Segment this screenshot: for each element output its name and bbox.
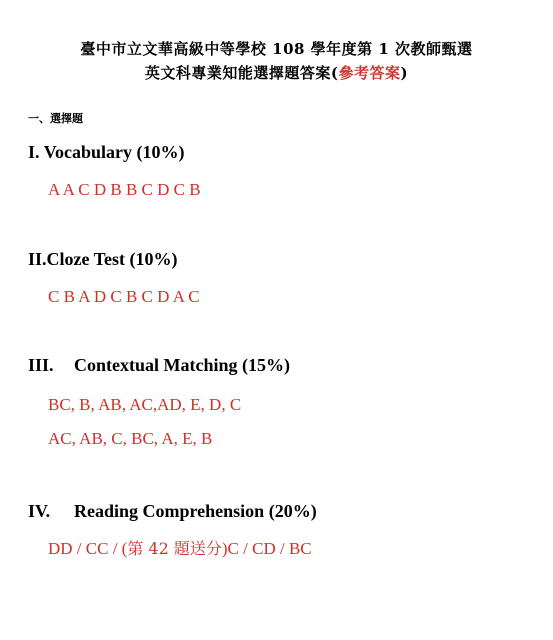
section-title: Reading Comprehension (20%) [74, 501, 317, 521]
reading-answers-after: )C / CD / BC [221, 539, 312, 558]
reading-answers-note: 第 42 題送分 [127, 539, 222, 558]
reading-answers [48, 536, 312, 559]
section-title: Vocabulary (10%) [43, 142, 185, 162]
section-reading-heading [28, 501, 317, 522]
vocabulary-answers: A A C D B B C D C B [48, 180, 201, 199]
section-title: Contextual Matching (15%) [74, 355, 290, 375]
section-contextual-heading [28, 355, 290, 376]
section-number: III. [28, 355, 54, 375]
reference-answer-label: 參考答案 [338, 64, 401, 82]
contextual-answers-row-1: BC, B, AB, AC,AD, E, D, C [48, 395, 242, 414]
multiple-choice-subheading: 一、選擇題 [28, 112, 83, 125]
section-vocabulary-heading [28, 142, 185, 163]
title-line-2-suffix: ) [400, 64, 409, 82]
section-cloze-heading [28, 249, 178, 270]
cloze-answers: C B A D C B C D A C [48, 287, 200, 306]
section-number: II. [28, 249, 47, 269]
document-title-line-2 [0, 62, 553, 83]
reading-answers-before: DD / CC / ( [48, 539, 128, 558]
section-title: Cloze Test (10%) [46, 249, 178, 269]
section-number: I. [28, 142, 40, 162]
title-line-2-prefix: 英文科專業知能選擇題答案( [144, 64, 339, 82]
document-title-line-1: 臺中市立文華高級中等學校 108 學年度第 1 次教師甄選 [80, 40, 473, 58]
section-number: IV. [28, 501, 51, 521]
contextual-answers-row-2: AC, AB, C, BC, A, E, B [48, 429, 213, 448]
